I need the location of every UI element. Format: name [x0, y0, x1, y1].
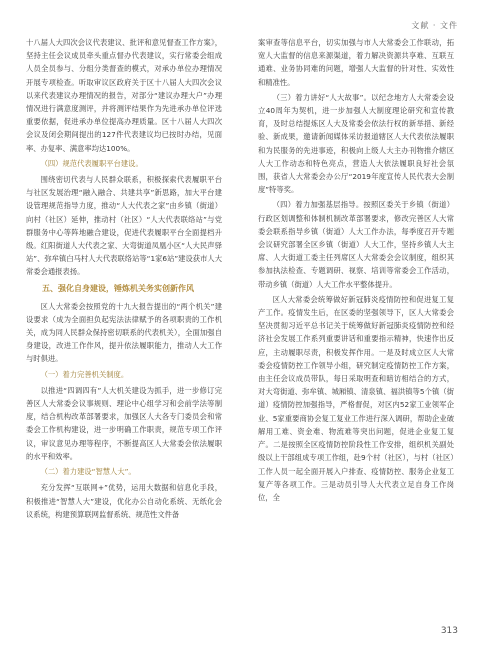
paragraph: 以推进“四调四有”人大机关建设为抓手，进一步修订完善区人大常委会议事规则、理论中心组学习和会前学法等制度，结合机构改革部署要求，加强区人大各专门委员会和常委会工作机构建设，进一步明确工作职责，规范专项工作评议，审议意见办理等程序，不断提高区人大常委会依法履职的水平和效率。: [26, 385, 222, 461]
right-column: [258, 36, 454, 622]
page-header: [0, 0, 480, 36]
subheading: （四）规范代表履职平台建设。: [40, 158, 143, 168]
paragraph: 案审查等信息平台，切实加强与市人大常委会工作联动，拓宽人大监督的信息来源渠道，着力解决资源共享难、互联互通难、业务协同难的问题，增强人大监督的针对性、实效性和精准性。: [258, 38, 454, 87]
paragraph: （四）着力加强基层指导。按照区委关于乡镇（街道）行政区划调整和体制机制改革部署要求，修改完善区人大常委会联系指导乡镇（街道）人大工作办法，每季度召开专题会议研究部署全区乡镇（街道）人大工作，坚持乡镇人大主席、人大街道工委主任列席区人大常委会会议制度，组织其参加执法检查、专题调研、视察、培训等常委会工作活动，带动乡镇（街道）人大工作水平整体提升。: [258, 200, 454, 289]
paragraph: （三）着力讲好“人大故事”。以纪念地方人大常委会设立40周年为契机，进一步加强人大制度理论研究和宣传教育，及时总结提炼区人大及常委会依法行权的新举措、新经验、新成果，邀请新闻媒体采访报道辖区人大代表依法履职和为民服务的先进事迹，积极向上级人大主办刊物推介辖区人大工作动态和特色亮点，营造人大依法履职良好社会氛围，获省人大常委会办公厅“2019年度宣传人民代表大会制度”特等奖。: [258, 92, 454, 195]
paragraph: 区人大常委会统筹做好新冠肺炎疫情防控和促进复工复产工作。疫情发生后，在区委的坚强领导下，区人大常委会坚决贯彻习近平总书记关于统筹做好新冠肺炎疫情防控和经济社会发展工作系列重要讲话和重要指示精神，快速作出反应，主动履职尽责，积极发挥作用。一是及时成立区人大常委会疫情防控工作领导小组，研究制定疫情防控工作方案，由主任会议成员带队，每日采取明查和暗访相结合的方式，对大弯街道、弥牟镇、城厢镇、清泉镇、福洪镇等5个镇（街道）疫情防控加强指导，严格督促，对区内52家工业领军企业、5家重要商协会复工复业工作进行深入调研，帮助企业破解用工难、资金难、物流难等突出问题，促进企业复工复产。二是按照全区疫情防控阶段性工作安排，组织机关副处级以上干部组成专项工作组，赴9个村（社区），与村（社区）工作人员一起全面开展入户排查、疫情防控、服务企业复工复产等各项工作。三是动员引导人大代表立足自身工作岗位，全: [258, 294, 454, 502]
left-column: [26, 36, 222, 622]
paragraph: 围绕密切代表与人民群众联系，积极探索代表履职平台与社区发展治理“融入融合、共建共享”新思路，加大平台建设管理规范指导力度，推动“人大代表之家”由乡镇（街道）向村（社区）延伸，推动村（社区）“人大代表联络站”与党群服务中心等阵地融合建设，促进代表履职平台全面提档升级。红阳街道人大代表之家、大弯街道凤凰小区“人大民声驿站”、弥牟镇白马村人大代表联络站等“1家6站”建设获市人大常委会通报表扬。: [26, 175, 222, 277]
paragraph: 充分发挥“互联网+”优势，运用大数据和信息化手段，积极推进“智慧人大”建设，优化办公自动化系统、无纸化会议系统，构建预算联网监督系统、规范性文件备: [26, 483, 222, 519]
section-heading: 五、强化自身建设，锤炼机关务实创新作风: [42, 283, 194, 293]
page-number: 313: [440, 626, 458, 636]
paragraph: 区人大常委会按照党的十九大报告提出的“两个机关”建设要求（成为全面担负起宪法法律赋予的各项职责的工作机关，成为同人民群众保持密切联系的代表机关），全面加强自身建设，改进工作作风，提升依法履职能力，推动人大工作与时俱进。: [26, 301, 222, 364]
subheading: （一）着力完善机关制度。: [40, 369, 129, 379]
paragraph: 十八届人大四次会议代表建议、批评和意见督查工作方案》，坚持主任会议成员牵头重点督办代表建议，实行常委会组成人员全员参与、分组分类督查的模式，对承办单位办理情况开展专项检查。听取审议区政府关于区十八届人大四次会议以来代表建议办理情况的报告，对部分“建议办理大户”办理情况进行满意度测评，并将测评结果作为先进承办单位评选重要依据，促进承办单位提高办理质量。区十八届人大四次会议及闭会期间提出的127件代表建议均已按时办结，见面率、办复率、满意率均达100%。: [26, 38, 222, 153]
subheading: （二）着力建设“智慧人大”。: [40, 467, 136, 477]
running-header-label: 文献 · 文件: [411, 21, 458, 30]
